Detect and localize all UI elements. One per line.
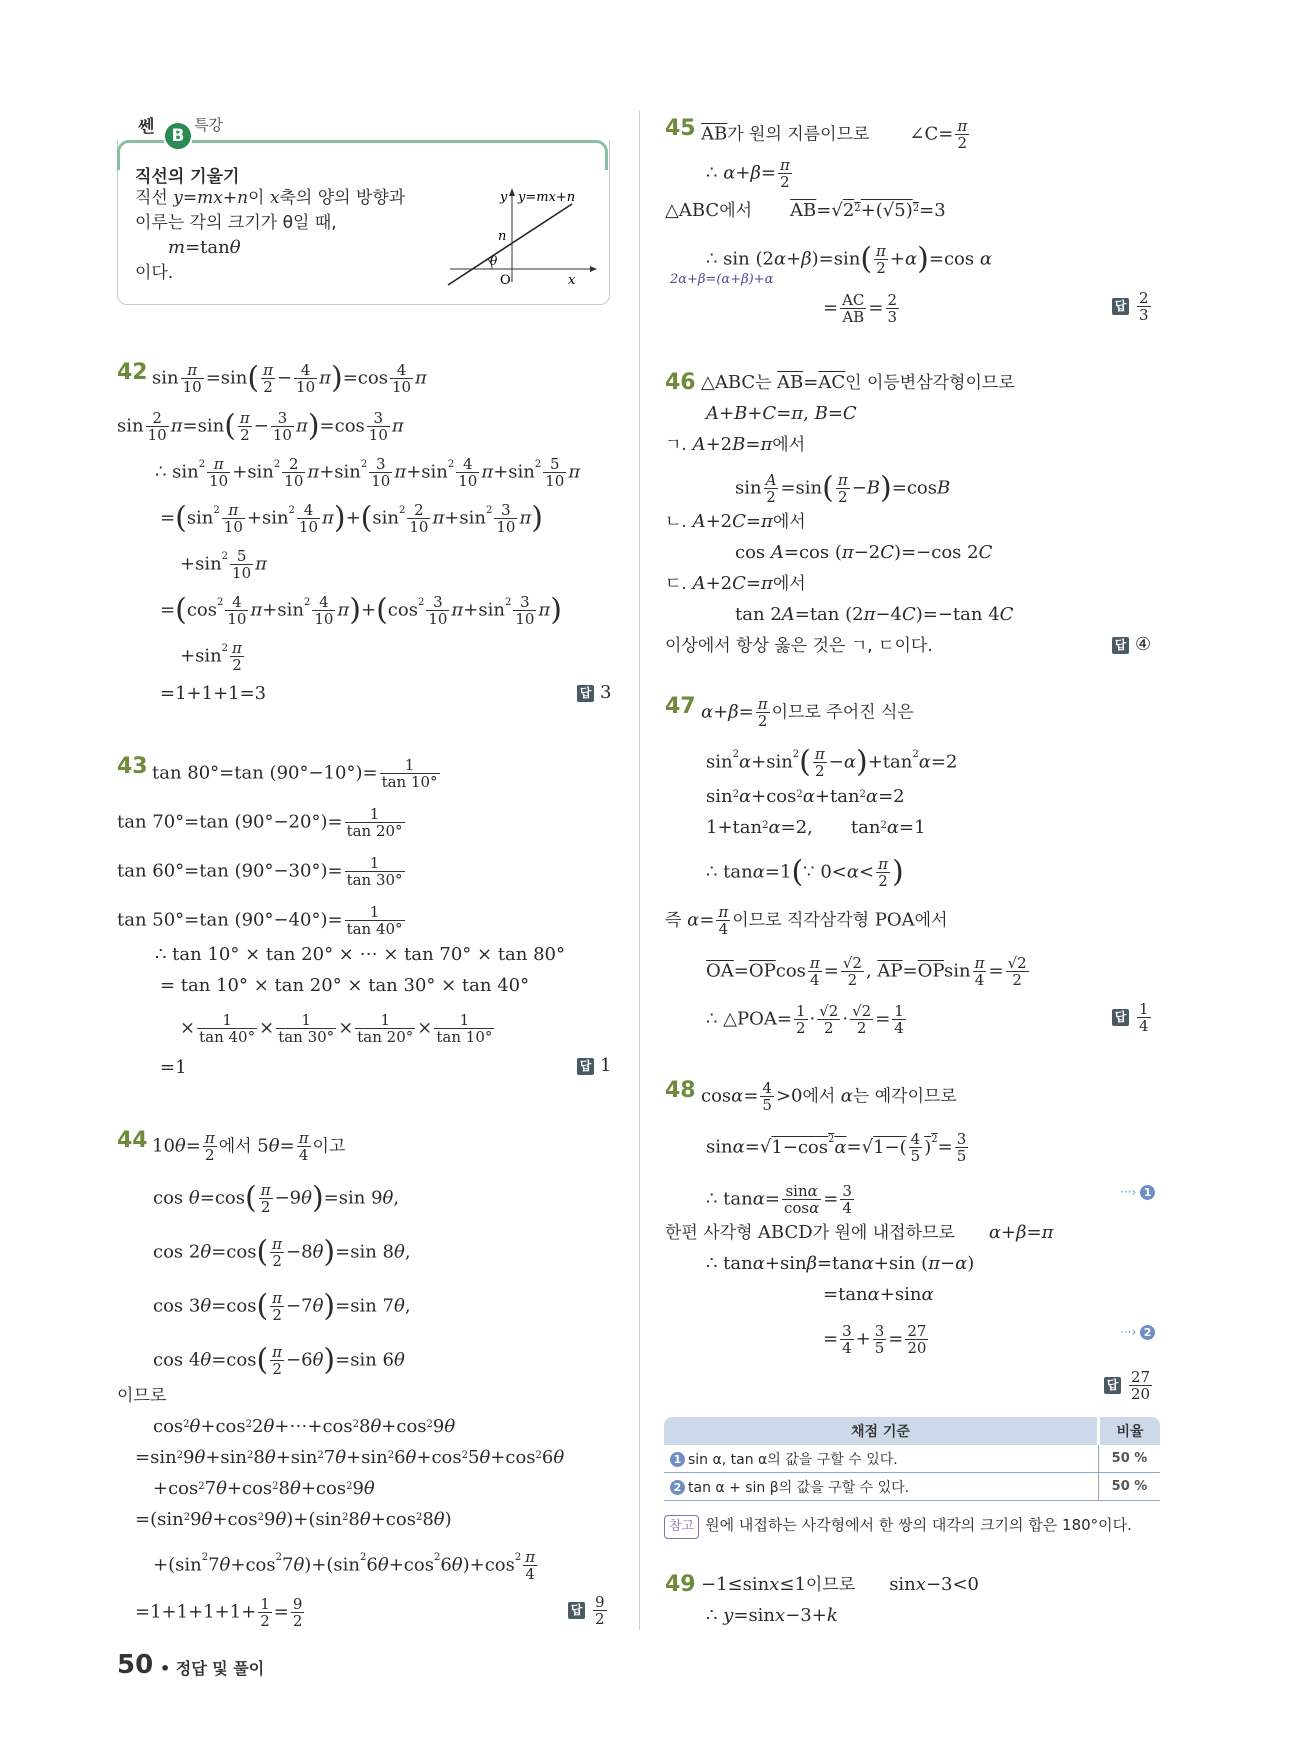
p42-answer: 답 3 bbox=[577, 682, 611, 703]
p47-line-1: α+β= $\frac{\pi}{2}$ 이므로 주어진 식은 bbox=[701, 695, 914, 730]
p47-line-5: ∴ tanα=1(∵ 0<α< $\frac{\pi}{2}$ ) bbox=[706, 854, 904, 890]
p42-line-5: $+\sin^2$ $\frac{5}{10}$ π bbox=[180, 547, 267, 582]
p46-line-7: ㄷ. A+2C=π에서 bbox=[665, 573, 806, 594]
problem-number-46: 46 bbox=[665, 370, 696, 395]
p45-line-4: ∴ sin (2α+β)=sin( $\frac{\pi}{2}$ +α)=cos α bbox=[706, 241, 992, 277]
table-row: 1 sin α, tan α의 값을 구할 수 있다. 50 % bbox=[664, 1445, 1160, 1473]
p48-line-2: $\sin\alpha=√1-\cos^2\alpha=√1-$( $\frac{4}{5}$ )$^2$= $\frac{3}{5}$ bbox=[706, 1130, 967, 1165]
p46-line-6: cos A=cos (π−2C)=−cos 2C bbox=[735, 542, 993, 563]
p45-annotation: 2α+β=(α+β)+α bbox=[670, 272, 774, 287]
answer-badge-icon: 답 bbox=[577, 685, 594, 702]
p43-answer: 답 1 bbox=[577, 1055, 611, 1076]
p46-line-4: sin $\frac{A}{2}$ =sin( $\frac{\pi}{2}$ −B)=cosB bbox=[735, 470, 951, 506]
p48-note: 참고 원에 내접하는 사각형에서 한 쌍의 대각의 크기의 합은 180°이다. bbox=[664, 1514, 1132, 1539]
p47-answer: 답 $\frac{1}{4}$ bbox=[1112, 1001, 1153, 1034]
section-title: • 정답 및 풀이 bbox=[160, 1659, 265, 1678]
p44-line-6: 이므로 bbox=[117, 1386, 167, 1406]
p47-line-8: ∴ △POA= $\frac{1}{2}$ · $\frac{√2}{2}$ · $\frac{√2}{2}$ = $\frac{1}{4}$ bbox=[706, 1002, 904, 1037]
p43-line-7: × $\frac{1}{\tan 40^\circ}$ × $\frac{1}{\tan 30^\circ}$ × $\frac{1}{\tan 20^\circ}$ × $\frac{1}{\tan 10^\circ}$ bbox=[180, 1011, 493, 1046]
p45-line-1: $\overline{AB}$가 원의 지름이므로 ∠C= $\frac{\pi}{2}$ bbox=[701, 117, 968, 152]
step-1-icon: 1 bbox=[670, 1452, 685, 1467]
table-row: 2 tan α + sin β의 값을 구할 수 있다. 50 % bbox=[664, 1473, 1160, 1501]
p48-line-3: ∴ tanα= $\frac{\sin\alpha}{\cos\alpha}$ = $\frac{3}{4}$ bbox=[706, 1182, 852, 1217]
concept-formula: m=tanθ bbox=[168, 237, 241, 258]
p49-line-2: ∴ y=sinx−3+k bbox=[706, 1605, 838, 1626]
slope-diagram bbox=[440, 182, 600, 292]
step-2-icon: 2 bbox=[1140, 1325, 1155, 1340]
concept-line-2: 이루는 각의 크기가 θ일 때, bbox=[135, 213, 337, 233]
page-number: 50 bbox=[117, 1650, 154, 1680]
problem-number-42: 42 bbox=[117, 360, 148, 385]
p42-line-4: $=(\sin^2$ $\frac{\pi}{10}$ $+\sin^2$ $\frac{4}{10}$ $\pi)+(\sin^2$ $\frac{2}{10}$ $\pi+\sin^2$ $\frac{3}{10}$ π) bbox=[160, 500, 543, 536]
p42-line-1: sin $\frac{\pi}{10}$ =sin( $\frac{\pi}{2}$ − $\frac{4}{10}$ π)=cos $\frac{4}{10}$ π bbox=[152, 360, 427, 396]
angle-label: θ bbox=[490, 254, 498, 268]
p43-line-3: tan 60°=tan (90°−30°)= $\frac{1}{\tan 30^\circ}$ bbox=[117, 854, 403, 889]
p45-line-5: = $\frac{AC}{AB}$ = $\frac{2}{3}$ bbox=[823, 291, 898, 326]
p42-line-2: sin $\frac{2}{10}$ π=sin( $\frac{\pi}{2}$ − $\frac{3}{10}$ π)=cos $\frac{3}{10}$ π bbox=[117, 408, 404, 444]
p46-line-2: A+B+C=π, B=C bbox=[706, 403, 857, 424]
p44-line-3: cos 2θ=cos( $\frac{\pi}{2}$ −8θ)=sin 8θ, bbox=[153, 1234, 411, 1270]
line-label: y=mx+n bbox=[518, 190, 576, 205]
brand-badge-icon: B bbox=[163, 121, 193, 151]
p47-line-2: $\sin^2\alpha+\sin^2$( $\frac{\pi}{2}$ $-\alpha)+\tan^2\alpha=2$ bbox=[706, 744, 958, 780]
p44-line-11: $+(\sin^27\theta+\cos^27\theta)+(\sin^26\theta+\cos^26\theta)+\cos^2$ $\frac{\pi}{4}$ bbox=[153, 1548, 536, 1583]
brand-suffix: 특강 bbox=[194, 116, 223, 134]
p42-line-6: $=(\cos^2$ $\frac{4}{10}$ $\pi+\sin^2$ $\frac{4}{10}$ $\pi)+(\cos^2$ $\frac{3}{10}$ $\pi+\sin^2$ $\frac{3}{10}$ π) bbox=[160, 592, 562, 628]
problem-number-47: 47 bbox=[665, 694, 696, 719]
p46-line-9: 이상에서 항상 옳은 것은 ㄱ, ㄷ이다. bbox=[665, 636, 933, 656]
p48-line-7: = $\frac{3}{4}$ + $\frac{3}{5}$ = $\frac{27}{20}$ bbox=[823, 1322, 927, 1357]
p44-answer: 답 $\frac{9}{2}$ bbox=[568, 1594, 609, 1627]
p43-line-6: = tan 10° × tan 20° × tan 30° × tan 40° bbox=[160, 975, 530, 996]
p43-line-4: tan 50°=tan (90°−40°)= $\frac{1}{\tan 40^\circ}$ bbox=[117, 903, 403, 938]
problem-number-49: 49 bbox=[665, 1572, 696, 1597]
p45-line-2: ∴ α+β= $\frac{\pi}{2}$ bbox=[706, 156, 790, 191]
p44-line-9: $+\cos^27\theta+\cos^28\theta+\cos^29\theta$ bbox=[153, 1478, 375, 1499]
p44-line-12: =1+1+1+1+ $\frac{1}{2}$ = $\frac{9}{2}$ bbox=[135, 1595, 303, 1630]
answer-badge-icon: 답 bbox=[568, 1602, 585, 1619]
p47-line-7: $\overline{OA}=\overline{OP}\cos$ $\frac{\pi}{4}$ = $\frac{√2}{2}$ , $\overline{AP}=\overline{OP}\sin$ $\frac{\pi}{4}$ = $\frac{√2}{2}$ bbox=[706, 954, 1027, 989]
p45-line-3: △ABC에서 $\overline{AB}=√2^2+(√5)^2=3$ bbox=[665, 200, 946, 221]
p44-line-8: $=\sin^29\theta+\sin^28\theta+\sin^27\theta+\sin^26\theta+\cos^25\theta+\cos^26\theta$ bbox=[135, 1447, 565, 1468]
p46-line-3: ㄱ. A+2B=π에서 bbox=[665, 434, 806, 455]
x-axis-label: x bbox=[568, 273, 576, 288]
p48-line-5: ∴ tanα+sinβ=tanα+sin (π−α) bbox=[706, 1253, 975, 1274]
problem-number-45: 45 bbox=[665, 116, 696, 141]
answer-badge-icon: 답 bbox=[1112, 1009, 1129, 1026]
step-1-icon: 1 bbox=[1140, 1185, 1155, 1200]
p42-line-7: $+\sin^2$ $\frac{\pi}{2}$ bbox=[180, 639, 242, 674]
p43-line-2: tan 70°=tan (90°−20°)= $\frac{1}{\tan 20^\circ}$ bbox=[117, 805, 403, 840]
step-2-icon: 2 bbox=[670, 1480, 685, 1495]
p44-line-5: cos 4θ=cos( $\frac{\pi}{2}$ −6θ)=sin 6θ bbox=[153, 1342, 405, 1378]
problem-number-43: 43 bbox=[117, 754, 148, 779]
p48-line-1: cosα= $\frac{4}{5}$ >0에서 α는 예각이므로 bbox=[701, 1079, 957, 1114]
scoring-table bbox=[664, 1417, 1160, 1501]
step-marker-2: ···› 2 bbox=[1120, 1325, 1158, 1340]
p49-line-1: −1≤sinx≤1이므로 sinx−3<0 bbox=[701, 1574, 980, 1595]
p48-line-6: =tanα+sinα bbox=[823, 1284, 934, 1305]
concept-title: 직선의 기울기 bbox=[135, 167, 240, 187]
problem-number-48: 48 bbox=[665, 1078, 696, 1103]
note-tag: 참고 bbox=[664, 1515, 699, 1539]
p43-line-5: ∴ tan 10° × tan 20° × ⋯ × tan 70° × tan 80° bbox=[155, 944, 566, 965]
p44-line-7: $\cos^2\theta+\cos^22\theta+\cdots+\cos^28\theta+\cos^29\theta$ bbox=[153, 1416, 456, 1437]
p47-line-3: $\sin^2\alpha+\cos^2\alpha+\tan^2\alpha=2$ bbox=[706, 786, 905, 807]
answer-badge-icon: 답 bbox=[1112, 298, 1129, 315]
brand-prefix: 쎈 bbox=[138, 117, 155, 137]
p46-line-8: tan 2A=tan (2π−4C)=−tan 4C bbox=[735, 604, 1014, 625]
p43-line-1: tan 80°=tan (90°−10°)= $\frac{1}{\tan 10^\circ}$ bbox=[152, 756, 438, 791]
step-marker-1: ···› 1 bbox=[1120, 1185, 1158, 1200]
scoring-header-criterion: 채점 기준 bbox=[664, 1417, 1099, 1445]
y-axis-label: y bbox=[500, 190, 508, 205]
scoring-header-ratio: 비율 bbox=[1099, 1417, 1161, 1445]
p45-answer: 답 $\frac{2}{3}$ bbox=[1112, 290, 1153, 323]
p48-answer: 답 $\frac{27}{20}$ bbox=[1104, 1369, 1154, 1402]
concept-line-4: 이다. bbox=[135, 263, 174, 283]
origin-label: O bbox=[500, 273, 511, 288]
p44-line-10: $=(\sin^29\theta+\cos^29\theta)+(\sin^28\theta+\cos^28\theta)$ bbox=[135, 1509, 452, 1530]
p44-line-2: cos θ=cos( $\frac{\pi}{2}$ −9θ)=sin 9θ, bbox=[153, 1180, 400, 1216]
p47-line-4: $1+\tan^2\alpha=2$, $\tan^2\alpha=1$ bbox=[706, 817, 926, 838]
answer-badge-icon: 답 bbox=[577, 1058, 594, 1075]
intercept-label: n bbox=[498, 229, 507, 244]
p44-line-4: cos 3θ=cos( $\frac{\pi}{2}$ −7θ)=sin 7θ, bbox=[153, 1288, 411, 1324]
p47-line-6: 즉 α= $\frac{\pi}{4}$ 이므로 직각삼각형 POA에서 bbox=[665, 903, 948, 938]
p44-line-1: 10θ= $\frac{\pi}{2}$ 에서 5θ= $\frac{\pi}{4}$ 이고 bbox=[152, 1129, 346, 1164]
p48-line-4: 한편 사각형 ABCD가 원에 내접하므로 α+β=π bbox=[665, 1222, 1054, 1243]
p46-line-5: ㄴ. A+2C=π에서 bbox=[665, 511, 806, 532]
p46-line-1: △ABC는 $\overline{AB}=\overline{AC}$인 이등변삼각형이므로 bbox=[701, 372, 1015, 393]
concept-line-1: 직선 y=mx+n이 x축의 양의 방향과 bbox=[135, 188, 406, 208]
answer-badge-icon: 답 bbox=[1112, 637, 1129, 654]
p42-line-8: =1+1+1=3 bbox=[160, 683, 267, 704]
column-divider bbox=[639, 110, 640, 1630]
answer-badge-icon: 답 bbox=[1104, 1377, 1121, 1394]
p42-line-3: ∴ $\sin^2$ $\frac{\pi}{10}$ $+\sin^2$ $\frac{2}{10}$ $\pi+\sin^2$ $\frac{3}{10}$ $\pi+\sin^2$ $\frac{4}{10}$ $\pi+\sin^2$ $\frac{5}{10}$ π bbox=[155, 455, 581, 490]
p46-answer: 답 ④ bbox=[1112, 634, 1151, 655]
p43-line-8: =1 bbox=[160, 1057, 187, 1078]
problem-number-44: 44 bbox=[117, 1128, 148, 1153]
